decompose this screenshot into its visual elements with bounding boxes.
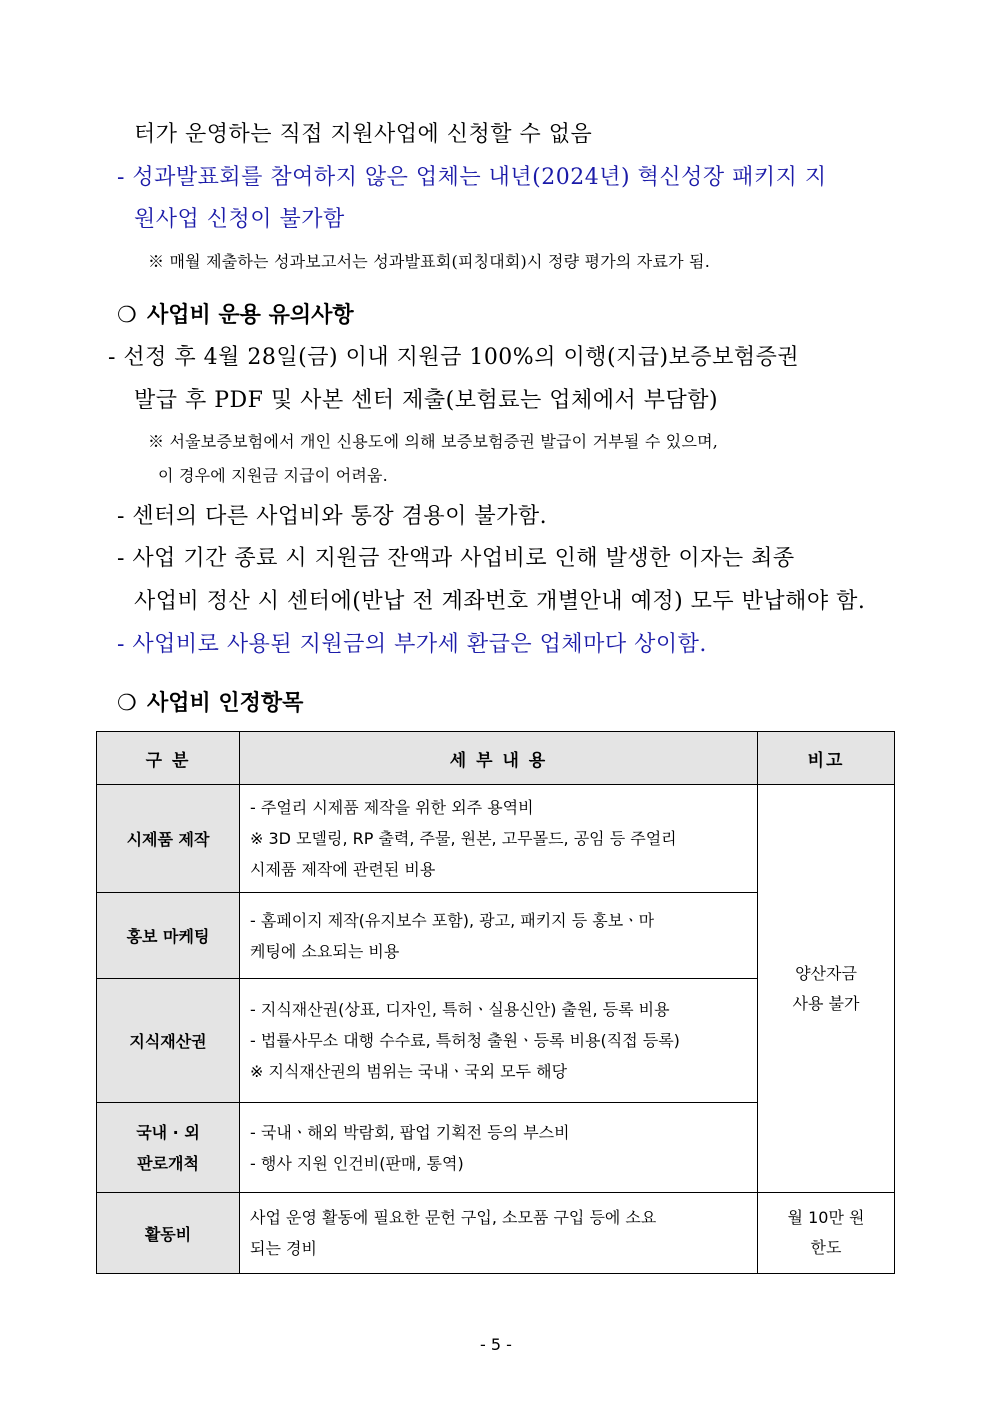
circle-bullet-icon: ❍ xyxy=(117,691,137,716)
detail-cell xyxy=(240,893,758,979)
table-row xyxy=(97,1193,895,1274)
detail-line: 케팅에 소요되는 비용 xyxy=(250,941,400,961)
category-cell xyxy=(97,1103,240,1193)
note-insurance-line1: ※ 서울보증보험에서 개인 신용도에 의해 보증보험증권 발급이 거부될 수 있으며, xyxy=(148,432,719,451)
detail-cell xyxy=(240,1103,758,1193)
paragraph-blue-line1: - 성과발표회를 참여하지 않은 업체는 내년(2024년) 혁신성장 패키지 지 xyxy=(117,165,827,190)
detail-cell xyxy=(240,979,758,1103)
paragraph-vat-blue: - 사업비로 사용된 지원금의 부가세 환급은 업체마다 상이함. xyxy=(117,632,707,657)
detail-line: - 홈페이지 제작(유지보수 포함), 광고, 패키지 등 홍보ㆍ마 xyxy=(250,910,655,930)
note-report: ※ 매월 제출하는 성과보고서는 성과발표회(피칭대회)시 정량 평가의 자료가 됨. xyxy=(148,252,710,271)
detail-line: - 지식재산권(상표, 디자인, 특허ㆍ실용신안) 출원, 등록 비용 xyxy=(250,1000,670,1019)
category-cell: 지식재산권 xyxy=(97,979,240,1103)
paragraph-guarantee-line1: - 선정 후 4월 28일(금) 이내 지원금 100%의 이행(지급)보증보험증권 xyxy=(108,345,800,370)
remark-cell xyxy=(758,1193,895,1274)
paragraph-blue-line2: 원사업 신청이 불가함 xyxy=(134,207,345,232)
circle-bullet-icon: ❍ xyxy=(117,303,137,328)
detail-cell xyxy=(240,1193,758,1274)
paragraph-guarantee-line2: 발급 후 PDF 및 사본 센터 제출(보험료는 업체에서 부담함) xyxy=(134,388,719,413)
paragraph-account: - 센터의 다른 사업비와 통장 겸용이 불가함. xyxy=(117,504,548,529)
detail-line: 시제품 제작에 관련된 비용 xyxy=(250,860,436,879)
detail-line: - 행사 지원 인건비(판매, 통역) xyxy=(250,1153,464,1173)
table-header-row xyxy=(97,732,895,785)
detail-line: 사업 운영 활동에 필요한 문헌 구입, 소모품 구입 등에 소요 xyxy=(250,1208,657,1227)
detail-line: - 국내ㆍ해외 박람회, 팝업 기획전 등의 부스비 xyxy=(250,1122,570,1142)
detail-line: ※ 지식재산권의 범위는 국내ㆍ국외 모두 해당 xyxy=(250,1062,568,1081)
category-line: 국내 · 외 xyxy=(136,1122,200,1142)
table-row xyxy=(97,785,895,893)
header-remarks: 비고 xyxy=(758,732,895,785)
detail-line: 되는 경비 xyxy=(250,1239,317,1258)
page-number: - 5 - xyxy=(480,1335,512,1354)
category-cell: 시제품 제작 xyxy=(97,785,240,893)
remark-cell-shared xyxy=(758,785,895,1193)
section-heading-usage xyxy=(117,298,354,329)
paragraph-settlement-line1: - 사업 기간 종료 시 지원금 잔액과 사업비로 인해 발생한 이자는 최종 xyxy=(117,546,795,571)
paragraph-continuation: 터가 운영하는 직접 지원사업에 신청할 수 없음 xyxy=(134,122,593,147)
expense-items-table xyxy=(96,731,895,1274)
remark-line: 한도 xyxy=(810,1238,842,1257)
remark-line: 월 10만 원 xyxy=(787,1208,865,1227)
header-details: 세 부 내 용 xyxy=(240,732,758,785)
detail-line: ※ 3D 모델링, RP 출력, 주물, 원본, 고무몰드, 공임 등 주얼리 xyxy=(250,829,677,848)
category-cell: 활동비 xyxy=(97,1193,240,1274)
remark-line: 사용 불가 xyxy=(792,993,860,1013)
category-cell: 홍보 마케팅 xyxy=(97,893,240,979)
section-heading-items xyxy=(117,686,303,717)
heading-text: 사업비 운용 유의사항 xyxy=(147,303,354,328)
header-category: 구 분 xyxy=(97,732,240,785)
heading-text: 사업비 인정항목 xyxy=(147,691,304,716)
note-insurance-line2: 이 경우에 지원금 지급이 어려움. xyxy=(158,466,388,485)
detail-line: - 법률사무소 대행 수수료, 특허청 출원ㆍ등록 비용(직접 등록) xyxy=(250,1031,680,1050)
category-line: 판로개척 xyxy=(137,1153,199,1173)
paragraph-settlement-line2: 사업비 정산 시 센터에(반납 전 계좌번호 개별안내 예정) 모두 반납해야 함. xyxy=(134,589,866,614)
remark-line: 양산자금 xyxy=(795,963,857,983)
detail-line: - 주얼리 시제품 제작을 위한 외주 용역비 xyxy=(250,798,534,817)
detail-cell xyxy=(240,785,758,893)
